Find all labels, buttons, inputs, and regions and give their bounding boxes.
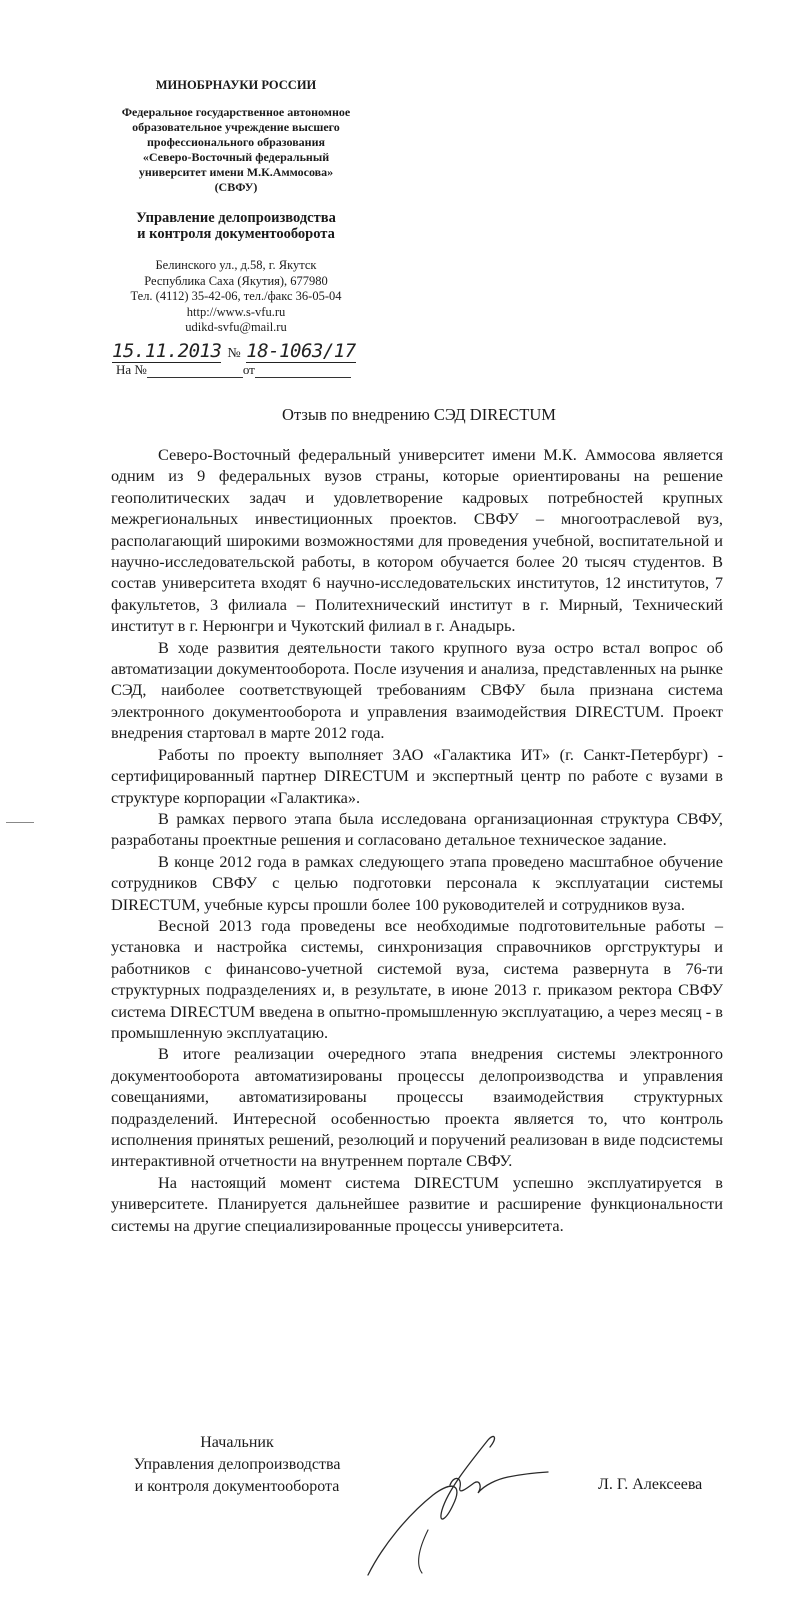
document-title: Отзыв по внедрению СЭД DIRECTUM xyxy=(282,405,556,424)
signatory-position xyxy=(112,1432,362,1498)
registration-line xyxy=(112,340,356,363)
paragraph-8: На настоящий момент система DIRECTUM успешно эксплуатируется в университете. Планируется дальнейшее развитие и расширение функциональности системы на другие специализированные процессы университета. xyxy=(111,1172,723,1235)
reference-date-blank xyxy=(255,365,351,378)
signatory-title: Начальник Управления делопроизводства и контроля документооборота xyxy=(133,1434,341,1495)
handwritten-signature xyxy=(358,1425,558,1585)
letterhead xyxy=(100,78,372,336)
paragraph-4: В рамках первого этапа была исследована организационная структура СВФУ, разработаны проектные решения и согласовано детальное техническое задание. xyxy=(111,808,723,850)
reference-number-blank xyxy=(147,365,243,378)
paragraph-3: Работы по проекту выполняет ЗАО «Галактика ИТ» (г. Санкт-Петербург) - сертифицированный партнер DIRECTUM и экспертный центр по работе с вузами в структуре корпорации «Галактика». xyxy=(111,744,723,807)
paragraph-2: В ходе развития деятельности такого крупного вуза остро встал вопрос об автоматизации документооборота. После изучения и анализа, представленных на рынке СЭД, наиболее соответствующей требованиям СВФУ была признана система электронного документооборота и управления взаимодействия DIRECTUM. Проект внедрения стартовал в марте 2012 года. xyxy=(111,637,723,743)
contact-details: Белинского ул., д.58, г. Якутск Республика Саха (Якутия), 677980 Тел. (4112) 35-42-06, тел./факс 36-05-04 http://www.s-vfu.ru udikd-svfu@mail.ru xyxy=(130,258,342,334)
registration-date: 15.11.2013 xyxy=(112,340,222,362)
paragraph-5: В конце 2012 года в рамках следующего этапа проведено масштабное обучение сотрудников СВФУ с целью подготовки персонала к эксплуатации системы DIRECTUM, учебные курсы прошли более 100 руководителей и сотрудников вуза. xyxy=(111,851,723,914)
reference-from: от xyxy=(242,362,255,377)
reference-line xyxy=(116,362,351,378)
margin-mark xyxy=(6,822,34,823)
paragraph-1: Северо-Восточный федеральный университет имени М.К. Аммосова является одним из 9 федеральных вузов страны, которые ориентированы на решение геополитических задач и удовлетворение кадровых потребностей крупных межрегиональных инвестиционных проектов. СВФУ – многоотраслевой вуз, располагающий широкими возможностями для проведения учебной, воспитательной и научно-исследовательской работы, в котором обучается более 20 тысяч студентов. В состав университета входят 6 научно-исследовательских институтов, 12 институтов, 7 факультетов, 3 филиала – Политехнический институт в г. Мирный, Технический институт в г. Нерюнгри и Чукотский филиал в г. Анадырь. xyxy=(111,445,723,636)
signer-name: Л. Г. Алексеева xyxy=(598,1476,703,1493)
paragraph-6: Весной 2013 года проведены все необходимые подготовительные работы – установка и настройка системы, синхронизация справочников оргструктуры и работников с финансово-учетной системой вуза, система развернута в 76-ти структурных подразделениях и, в результате, в июне 2013 г. приказом ректора СВФУ система DIRECTUM введена в опытно-промышленную эксплуатацию, а через месяц - в промышленную эксплуатацию. xyxy=(111,915,723,1042)
reference-prefix: На № xyxy=(116,362,147,377)
organization-name: Федеральное государственное автономное образовательное учреждение высшего профессионального образования «Северо-Восточный федеральный университет имени М.К.Аммосова» (СВФУ) xyxy=(121,105,351,194)
paragraph-7: В итоге реализации очередного этапа внедрения системы электронного документооборота автоматизированы процессы делопроизводства и управления совещаниями, автоматизированы процессы взаимодействия структурных подразделений. Интересной особенностью проекта является то, что контроль исполнения принятых решений, резолюций и поручений реализован в виде подсистемы интерактивной отчетности на внутреннем портале СВФУ. xyxy=(111,1044,723,1171)
department-name: Управление делопроизводства и контроля документооборота xyxy=(136,210,336,242)
registration-number: 18-1063/17 xyxy=(246,340,356,362)
number-sign: № xyxy=(227,346,241,361)
ministry-name: МИНОБРНАУКИ РОССИИ xyxy=(155,78,317,92)
letter-body xyxy=(111,444,723,1236)
